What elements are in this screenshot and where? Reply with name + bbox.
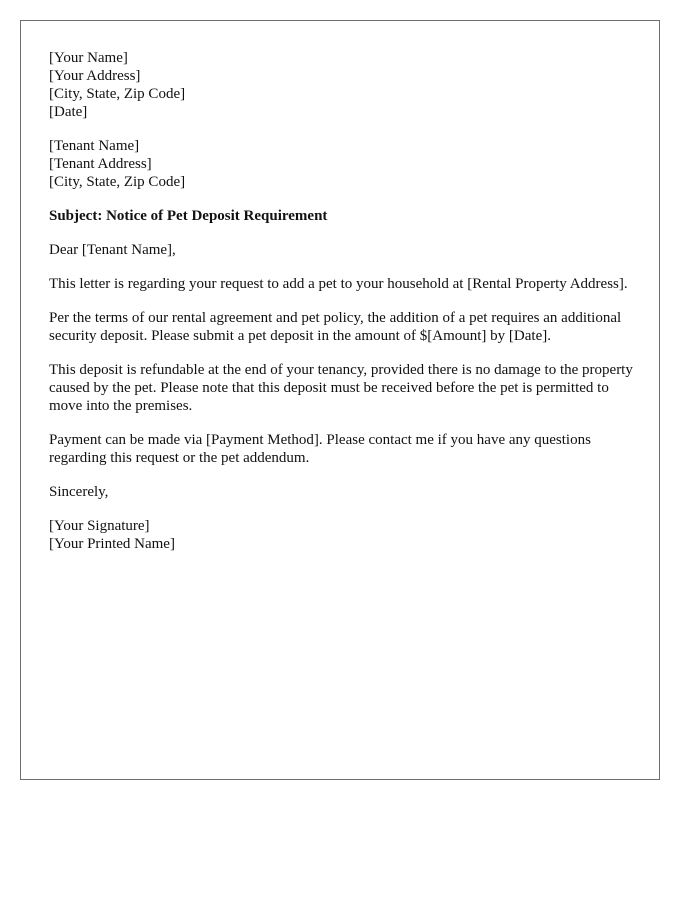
paragraph-request: This letter is regarding your request to add a pet to your household at [Rental Property Address].	[49, 276, 628, 292]
recipient-city-state-zip: [City, State, Zip Code]	[49, 174, 186, 190]
salutation: Dear [Tenant Name],	[49, 242, 176, 258]
recipient-address: [Tenant Address]	[49, 156, 152, 172]
sender-address: [Your Address]	[49, 68, 141, 84]
printed-name-line: [Your Printed Name]	[49, 536, 175, 552]
paragraph-payment: Payment can be made via [Payment Method]. Please contact me if you have any questions regarding this request or the pet addendum.	[49, 432, 591, 466]
letter-page	[20, 20, 660, 780]
sender-name: [Your Name]	[49, 50, 128, 66]
signature-line: [Your Signature]	[49, 518, 150, 534]
sender-address-block	[49, 49, 634, 121]
paragraph-deposit-terms: Per the terms of our rental agreement and pet policy, the addition of a pet requires an additional security deposit. Please submit a pet deposit in the amount of $[Amount] by [Date].	[49, 310, 622, 344]
sender-city-state-zip: [City, State, Zip Code]	[49, 86, 186, 102]
signature-block	[49, 517, 634, 553]
recipient-name: [Tenant Name]	[49, 138, 140, 154]
letter-body	[49, 49, 634, 569]
letter-date: [Date]	[49, 104, 88, 120]
paragraph-refund-policy: This deposit is refundable at the end of your tenancy, provided there is no damage to the property caused by the pet. Please note that this deposit must be received before the pet is permitted to move into the premises.	[49, 362, 633, 414]
closing: Sincerely,	[49, 484, 109, 500]
letter-subject: Subject: Notice of Pet Deposit Requirement	[49, 208, 328, 224]
recipient-address-block	[49, 137, 634, 191]
